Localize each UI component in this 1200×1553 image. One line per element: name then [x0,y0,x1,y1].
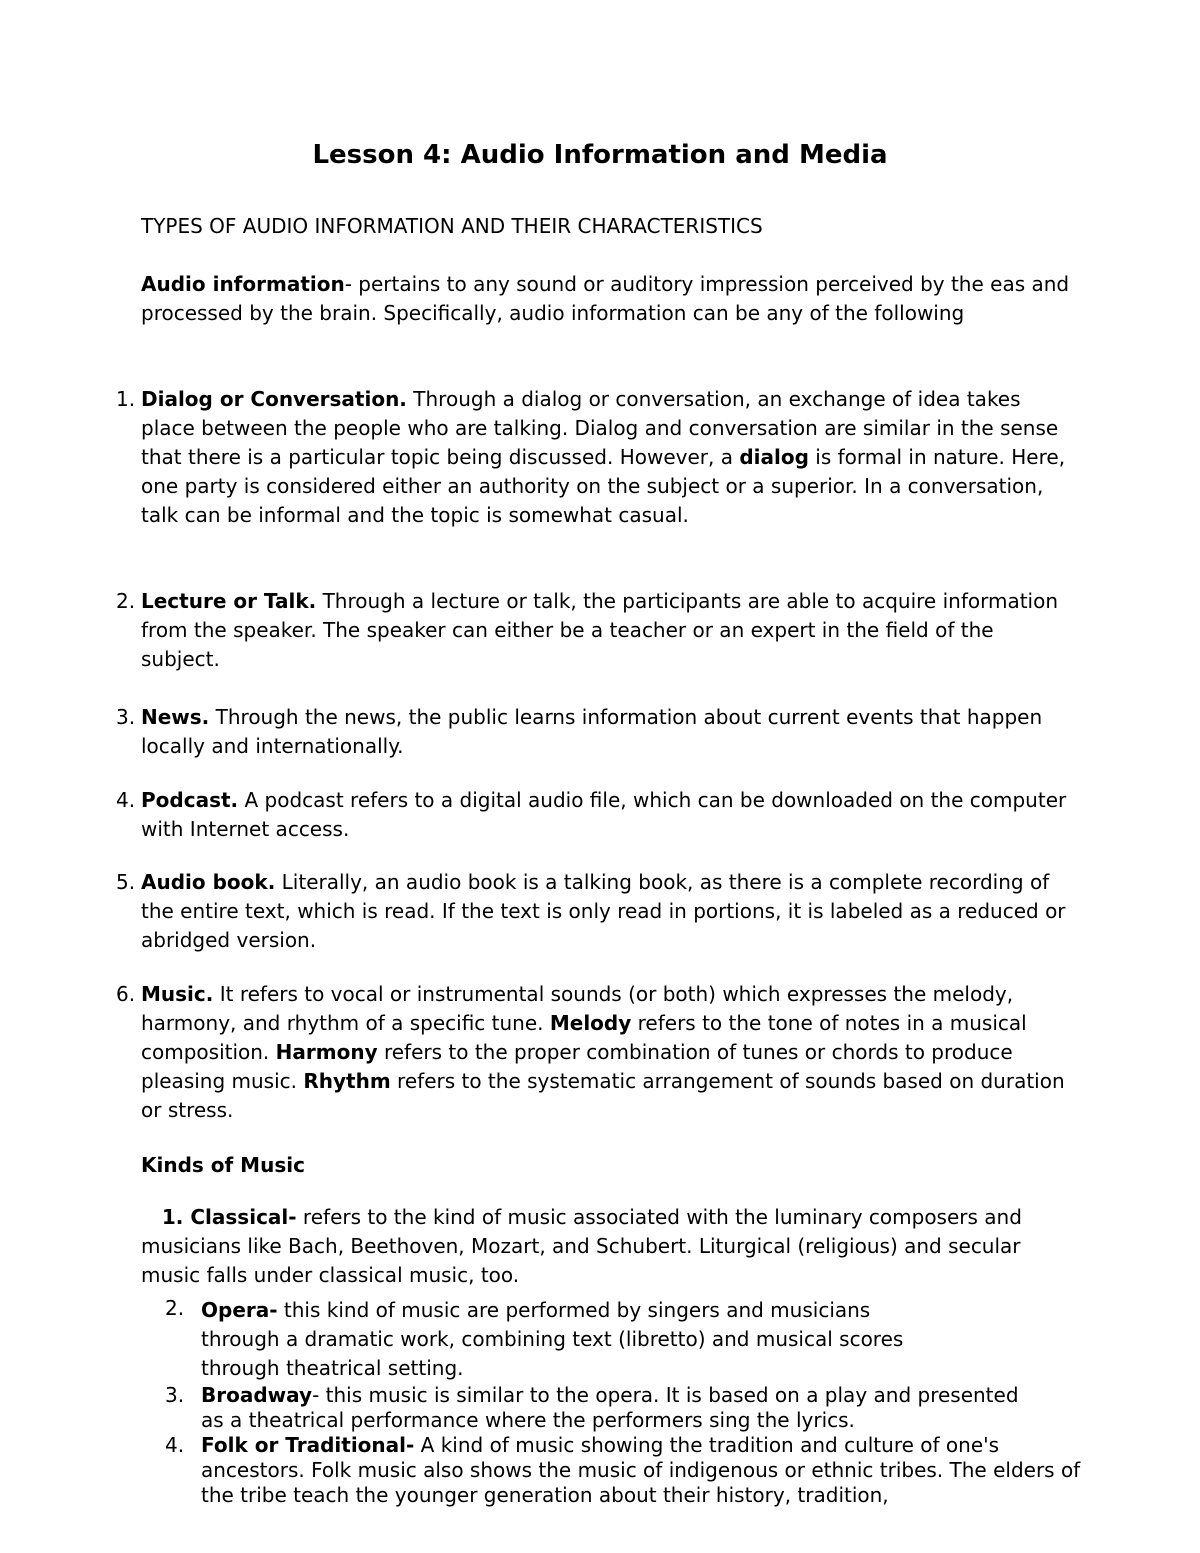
intro-paragraph [141,270,1071,328]
item-text: Through the news, the public learns information about current events that happen locally and internationally. [141,705,1043,758]
item-bold-term: Harmony [275,1040,378,1064]
kind-text: A kind of music showing the tradition and culture of one's ancestors. Folk music also shows the music of indigenous or ethnic tribes. The elders of the tribe teach the younger generation about their history, tradition, [201,1433,1081,1507]
list-item-news [141,703,1076,761]
list-number: 5. [116,870,136,894]
kind-text: refers to the kind of music associated with the luminary composers and musicians like Bach, Beethoven, Mozart, and Schubert. Liturgical (religious) and secular music falls under classical music, too. [141,1205,1022,1287]
kind-number-text: 1. [161,1205,184,1229]
item-text: refers to the tone of notes in a musical composition. [141,1011,1027,1064]
kind-term: Broadway [201,1383,313,1407]
kind-item-opera [201,1296,941,1383]
item-text: refers to the proper combination of tunes or chords to produce pleasing music. [141,1040,1013,1093]
list-item-podcast [141,786,1076,844]
item-text: refers to the systematic arrangement of sounds based on duration or stress. [141,1069,1065,1122]
kind-text: this kind of music are performed by singers and musicians through a dramatic work, combining text (libretto) and musical scores through theatrical setting. [201,1298,904,1380]
item-text: Through a lecture or talk, the participants are able to acquire information from the speaker. The speaker can either be a teacher or an expert in the field of the subject. [141,589,1059,671]
kind-number: 4. [165,1433,185,1457]
item-text: Through a dialog or conversation, an exchange of idea takes place between the people who are talking. Dialog and conversation are similar in the sense that there is a particular topic being discussed. However, a [141,387,1059,469]
kind-number [141,1205,297,1229]
kinds-heading: Kinds of Music [141,1153,305,1177]
kind-item-folk [201,1433,1081,1508]
kind-term: Opera- [201,1298,278,1322]
item-text: Literally, an audio book is a talking book, as there is a complete recording of the entire text, which is read. If the text is only read in portions, it is labeled as a reduced or abridged version. [141,870,1066,952]
item-text: A podcast refers to a digital audio file, which can be downloaded on the computer with Internet access. [141,788,1067,841]
kind-number: 2. [165,1296,185,1320]
item-term: Dialog or Conversation. [141,387,407,411]
item-text: It refers to vocal or instrumental sounds (or both) which expresses the melody, harmony, and rhythm of a specific tune. [141,982,1014,1035]
list-item-lecture [141,587,1076,674]
kind-text: - this music is similar to the opera. It is based on a play and presented as a theatrical performance where the performers sing the lyrics. [201,1383,1019,1432]
item-bold-term: Melody [549,1011,632,1035]
item-text: is formal in nature. Here, one party is considered either an authority on the subject or a superior. In a conversation, talk can be informal and the topic is somewhat casual. [141,445,1066,527]
list-number: 2. [116,589,136,613]
item-bold-term: Rhythm [303,1069,391,1093]
intro-term: Audio information [141,272,345,296]
kind-item-classical [141,1203,1081,1290]
item-term: News. [141,705,210,729]
item-bold-term: dialog [739,445,809,469]
kind-number: 3. [165,1383,185,1407]
item-term: Music. [141,982,214,1006]
page-title: Lesson 4: Audio Information and Media [312,140,888,170]
list-item-dialog [141,385,1076,530]
kind-term: Folk or Traditional- [201,1433,415,1457]
kind-term: Classical- [190,1205,297,1229]
section-heading: TYPES OF AUDIO INFORMATION AND THEIR CHARACTERISTICS [141,214,763,238]
list-item-music [141,980,1076,1125]
list-number: 4. [116,788,136,812]
item-term: Podcast. [141,788,239,812]
item-term: Audio book. [141,870,276,894]
list-number: 1. [116,387,136,411]
intro-text: - pertains to any sound or auditory impression perceived by the eas and processed by the brain. Specifically, audio information can be any of the following [141,272,1070,325]
list-item-audio-book [141,868,1076,955]
list-number: 6. [116,982,136,1006]
item-term: Lecture or Talk. [141,589,317,613]
list-number: 3. [116,705,136,729]
kind-item-broadway [201,1383,1031,1433]
